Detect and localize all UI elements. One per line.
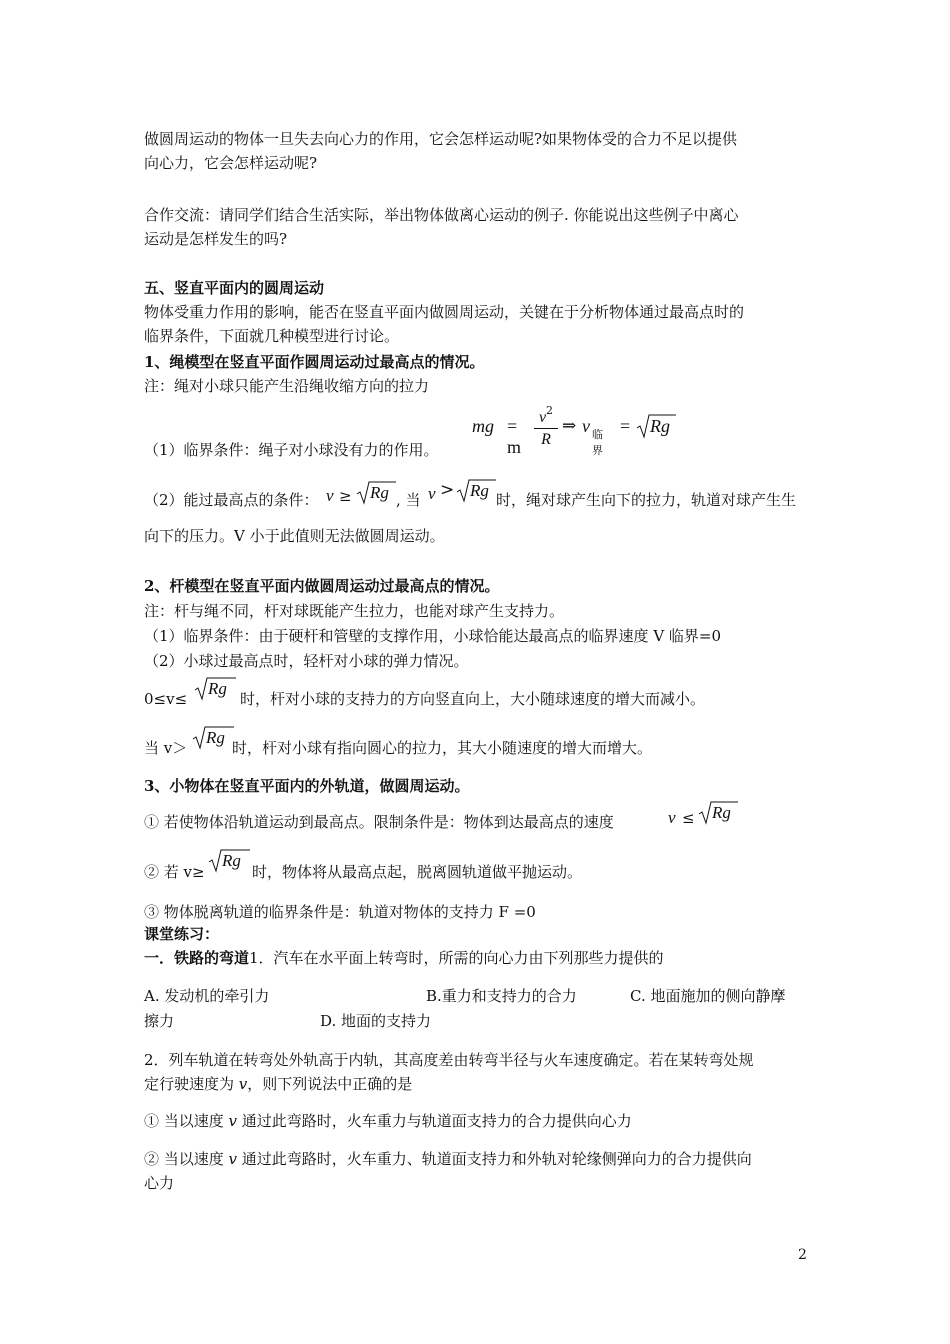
document-page: 做圆周运动的物体一旦失去向心力的作用，它会怎样运动呢?如果物体受的合力不足以提供 向心力，它会怎样运动呢? 合作交流：请同学们结合生活实际，举出物体做离心运动的例子. 你能说出这些例子中离心 运动是怎样发生的吗? 五、竖直平面内的圆周运动 物体受重力作用的影响，能否在竖直平面内做圆周运动，关键在于分析物体通过最高点时的 临界条件，下面就几种模型进行讨论。 1、绳模型在竖直平面作圆周运动过最高点的情况。 注：绳对小球只能产生沿绳收缩方向的拉力 （1）临界条件：绳子对小球没有力的作用。 mg = m $v^2$ R ⇒ v 临界 = Rg （2）能过最高点的条件： v ≥ Rg , 当 v > Rg 时，绳对球产生向下的拉力，轨道对球产生生 向下的压力。V 小于此值则无法做圆周运动。 2、杆模型在竖直平面内做圆周运动过最高点的情况。 注：杆与绳不同，杆对球既能产生拉力，也能对球产生支持力。 （1）临界条件：由于硬杆和管壁的支撑作用，小球恰能达最高点的临界速度 V 临界=0 （2）小球过最高点时，轻杆对小球的弹力情况。 0≤v≤ Rg 时，杆对小球的支持力的方向竖直向上，大小随球速度的增大而减小。 当 v＞ Rg 时，杆对小球有指向圆心的拉力，其大小随速度的增大而增大。 3、小物体在竖直平面内的外轨道，做圆周运动。 ① 若使物体沿轨道运动到最高点。限制条件是：物体到达最高点的速度 v ≤ Rg ② 若 v≥ Rg 时，物体将从最高点起，脱离圆轨道做平抛运动。 ③ 物体脱离轨道的临界条件是：轨道对物体的支持力 F =0 课堂练习： 一．铁路的弯道1．汽车在水平面上转弯时，所需的向心力由下列那些力提供的 A. 发动机的牵引力 B.重力和支持力的合力 C. 地面施加的侧向静摩 擦力 D. 地面的支持力 2．列车轨道在转弯处外轨高于内轨，其高度差由转弯半径与火车速度确定。若在某转弯处规 定行驶速度为 v，则下列说法中正确的是 ① 当以速度 v 通过此弯路时，火车重力与轨道面支持力的合力提供向心力 ② 当以速度 v 通过此弯路时，火车重力、轨道面支持力和外轨对轮缘侧弹向力的合力提供向 心力 2: [144, 130, 807, 1263]
subsection-heading: 3、小物体在竖直平面内的外轨道，做圆周运动。: [144, 777, 470, 795]
note-line: 注：绳对小球只能产生沿绳收缩方向的拉力: [144, 377, 430, 395]
page-number: 2: [798, 1247, 807, 1263]
question-line: 2．列车轨道在转弯处外轨高于内轨，其高度差由转弯半径与火车速度确定。若在某转弯处规: [144, 1051, 754, 1069]
exercise-heading: 课堂练习：: [144, 925, 220, 943]
option-d: D. 地面的支持力: [320, 1012, 432, 1030]
paragraph-line: （1）临界条件：绳子对小球没有力的作用。: [144, 441, 439, 459]
subsection-heading: 1、绳模型在竖直平面作圆周运动过最高点的情况。: [144, 353, 485, 371]
option-a: A. 发动机的牵引力: [144, 987, 270, 1005]
paragraph-fragment: 时，绳对球产生向下的拉力，轨道对球产生生: [496, 491, 797, 509]
eq-subscript: 临界: [592, 428, 603, 457]
paragraph-fragment: , 当: [396, 491, 421, 509]
question-line: 定行驶速度为 v，则下列说法中正确的是: [144, 1075, 413, 1093]
paragraph-fragment: 时，杆对小球有指向圆心的拉力，其大小随速度的增大而增大。: [232, 739, 653, 757]
paragraph-fragment: ② 若 v≥: [144, 863, 205, 881]
paragraph-line: 物体受重力作用的影响，能否在竖直平面内做圆周运动，关键在于分析物体通过最高点时的: [144, 303, 745, 321]
paragraph-line: 合作交流：请同学们结合生活实际，举出物体做离心运动的例子. 你能说出这些例子中离心: [144, 206, 739, 224]
eq-fraction: $v^2$ R: [534, 404, 558, 450]
statement-2-continued: 心力: [144, 1174, 175, 1192]
option-c-continued: 擦力: [144, 1012, 175, 1030]
paragraph-line: （1）临界条件：由于硬杆和管壁的支撑作用，小球恰能达最高点的临界速度 V 临界=0: [144, 627, 722, 645]
paragraph-line: ③ 物体脱离轨道的临界条件是：轨道对物体的支持力 F =0: [144, 903, 536, 921]
paragraph-fragment: 时，杆对小球的支持力的方向竖直向上，大小随球速度的增大而减小。: [240, 690, 706, 708]
paragraph-fragment: 0≤v≤: [144, 690, 188, 708]
paragraph-line: （2）能过最高点的条件：: [144, 491, 319, 509]
eq-implies: ⇒: [562, 416, 577, 436]
paragraph-line: 做圆周运动的物体一旦失去向心力的作用，它会怎样运动呢?如果物体受的合力不足以提供: [144, 130, 738, 148]
section-heading: 五、竖直平面内的圆周运动: [144, 279, 325, 297]
eq-v: v: [582, 416, 590, 436]
paragraph-line: ① 若使物体沿轨道运动到最高点。限制条件是：物体到达最高点的速度: [144, 813, 614, 831]
statement-2: ② 当以速度 v 通过此弯路时，火车重力、轨道面支持力和外轨对轮缘侧弹向力的合力提供向: [144, 1150, 752, 1168]
paragraph-fragment: 当 v＞: [144, 739, 188, 757]
paragraph-line: 向心力，它会怎样运动呢?: [144, 154, 318, 172]
note-line: 注：杆与绳不同，杆对球既能产生拉力，也能对球产生支持力。: [144, 602, 565, 620]
paragraph-line: （2）小球过最高点时，轻杆对小球的弹力情况。: [144, 652, 469, 670]
question-line: 一．铁路的弯道1．汽车在水平面上转弯时，所需的向心力由下列那些力提供的: [144, 949, 664, 967]
paragraph-line: 临界条件，下面就几种模型进行讨论。: [144, 327, 400, 345]
paragraph-line: 向下的压力。V 小于此值则无法做圆周运动。: [144, 527, 445, 545]
option-b: B.重力和支持力的合力: [426, 987, 577, 1005]
paragraph-line: 运动是怎样发生的吗?: [144, 230, 288, 248]
option-c: C. 地面施加的侧向静摩: [630, 987, 786, 1005]
statement-1: ① 当以速度 v 通过此弯路时，火车重力与轨道面支持力的合力提供向心力: [144, 1112, 632, 1130]
eq-mg: mg: [472, 416, 494, 436]
subsection-heading: 2、杆模型在竖直平面内做圆周运动过最高点的情况。: [144, 577, 500, 595]
eq-equals-m: = m: [507, 416, 522, 457]
paragraph-fragment: 时，物体将从最高点起，脱离圆轨道做平抛运动。: [252, 863, 583, 881]
eq-equals: =: [620, 416, 631, 436]
